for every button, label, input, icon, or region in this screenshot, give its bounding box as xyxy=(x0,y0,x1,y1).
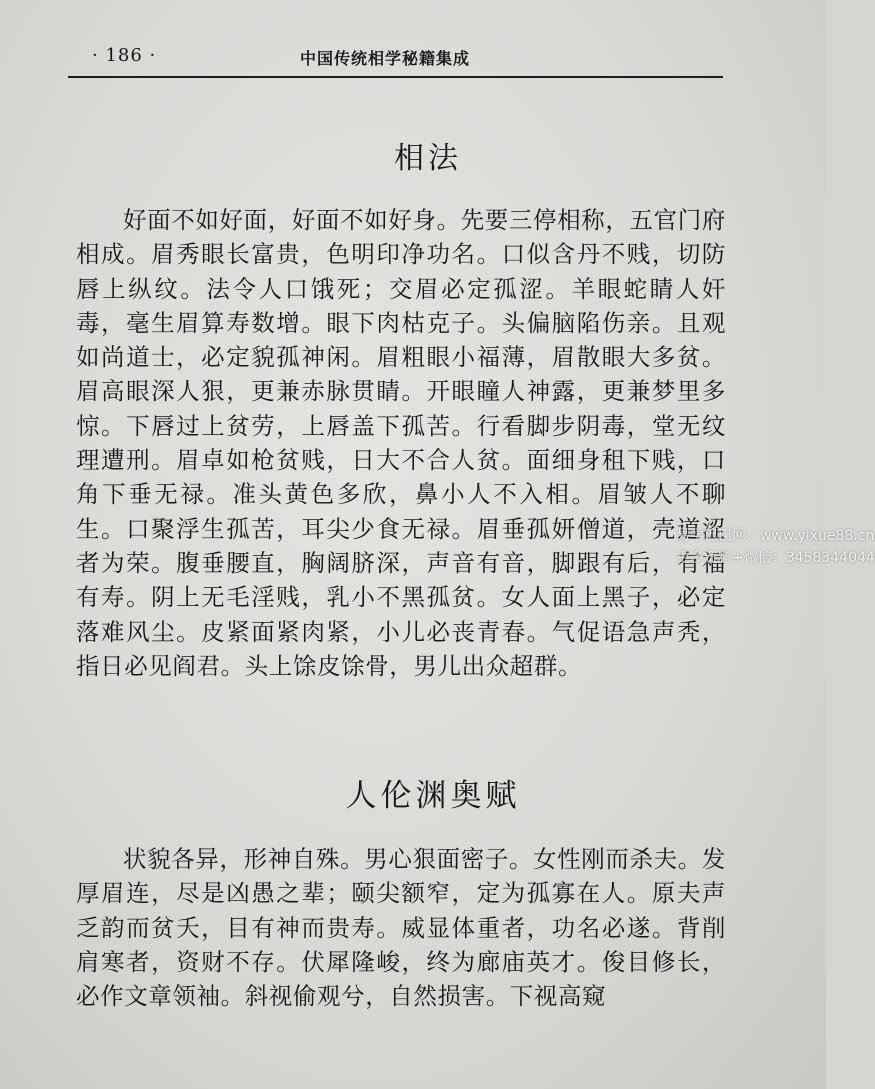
section-body-renlun-yuanao-fu: 状貌各异，形神自殊。男心狠面密子。女性刚而杀夫。发厚眉连，尽是凶愚之辈；颐尖额窄，定为孤寡在人。原夫声乏韵而贫夭，目有神而贵寿。威显体重者，功名必遂。背削肩寒者，资财不存。伏犀隆峻，终为廊庙英才。俊目修长，必作文章领袖。斜视偷观兮，自然损害。下视高窥 xyxy=(76,845,726,1011)
watermark xyxy=(676,525,875,569)
page-header xyxy=(68,44,723,78)
running-title: 中国传统相学秘籍集成 xyxy=(300,49,471,68)
section-body-xiangfa: 好面不如好面，好面不如好身。先要三停相称，五官门府相成。眉秀眼长富贵，色明印净功名。口似含丹不贱，切防唇上纵纹。法令人口饿死；交眉必定孤涩。羊眼蛇睛人奸毒，毫生眉算寿数增。眼下肉枯克子。头偏脑陷伤亲。且观如尚道士，必定貌孤神闲。眉粗眼小福薄，眉散眼大多贫。眉高眼深人狠，更兼赤脉贯睛。开眼瞳人神露，更兼梦里多惊。下唇过上贫劳，上唇盖下孤苦。行看脚步阴毒，堂无纹理遭刑。眉卓如枪贫贱，日大不合人贫。面细身租下贱，口角下垂无禄。准头黄色多欣，鼻小人不入相。眉皱人不聊生。口聚浮生孤苦，耳尖少食无禄。眉垂孤妍僧道，壳道涩者为荣。腹垂腰直，胸阔脐深，声音有音，脚跟有后，有福有寿。阴上无毛淫贱，乳小不黑孤贫。女人面上黑子，必定落难风尘。皮紧面紧肉紧，小儿必丧青春。气促语急声秃，指日必见阎君。头上馀皮馀骨，男儿出众超群。 xyxy=(76,206,726,680)
section-title-renlun-yuanao-fu: 人伦渊奥赋 xyxy=(345,778,521,814)
watermark-line-site: 易学巴巴网：www.yixue88.cn xyxy=(676,528,875,544)
section-title-xiangfa: 相法 xyxy=(394,141,462,176)
page-number: · 186 · xyxy=(92,45,157,66)
watermark-line-contact: 更多资料+微信：3458344044 xyxy=(676,550,875,566)
